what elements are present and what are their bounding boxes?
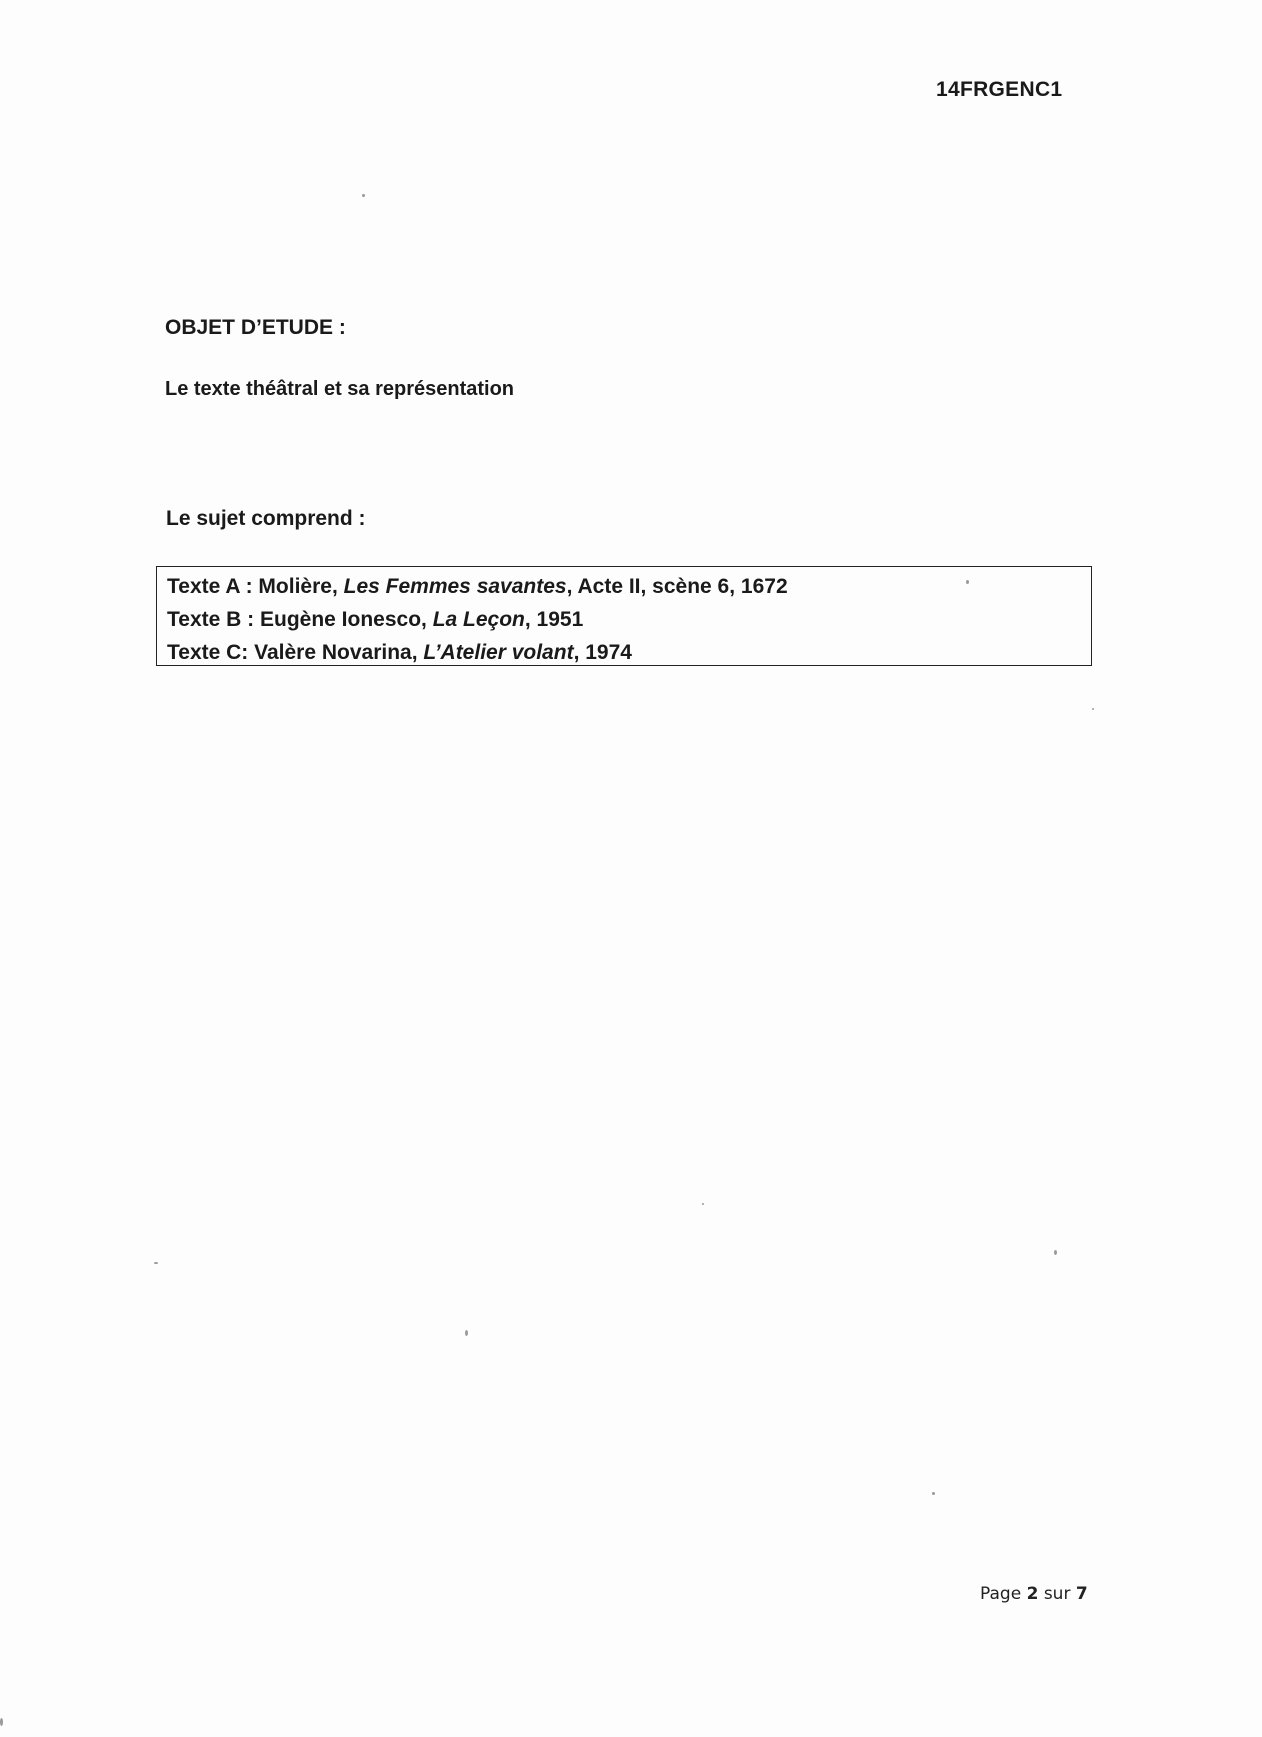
- page-word: Page: [980, 1584, 1022, 1604]
- text-author: Valère Novarina,: [254, 641, 418, 664]
- text-item-b: [167, 603, 1081, 636]
- scan-speck: [1054, 1250, 1057, 1255]
- text-details: , 1974: [573, 641, 632, 664]
- scan-speck: [0, 1718, 3, 1726]
- text-title: L’Atelier volant: [423, 641, 574, 664]
- page-sep: sur: [1043, 1584, 1071, 1604]
- scan-speck: [465, 1330, 468, 1336]
- text-label: Texte C:: [167, 641, 249, 664]
- page-current: 2: [1026, 1584, 1039, 1604]
- text-label: Texte A :: [167, 575, 253, 598]
- document-code: 14FRGENC1: [936, 78, 1063, 101]
- texts-list-box: [156, 566, 1092, 666]
- text-details: , 1951: [524, 608, 584, 631]
- scan-speck: [1092, 708, 1094, 710]
- subject-heading: Le sujet comprend :: [166, 507, 366, 530]
- objet-etude-title: OBJET D’ETUDE :: [165, 316, 346, 339]
- text-author: Eugène Ionesco,: [259, 608, 427, 631]
- scan-speck: [966, 580, 969, 584]
- text-label: Texte B :: [167, 608, 255, 631]
- text-title: Les Femmes savantes: [343, 575, 567, 598]
- page-total: 7: [1075, 1584, 1088, 1604]
- scan-speck: [702, 1203, 704, 1205]
- text-author: Molière,: [258, 575, 338, 598]
- page-number: [980, 1584, 1088, 1604]
- scan-speck: [932, 1492, 935, 1495]
- text-title: La Leçon: [432, 608, 525, 631]
- text-item-a: [167, 570, 1081, 603]
- scan-speck: [154, 1262, 158, 1264]
- objet-etude-subtitle: Le texte théâtral et sa représentation: [165, 378, 515, 400]
- scan-speck: [362, 194, 365, 197]
- text-item-c: [167, 636, 1081, 669]
- text-details: , Acte II, scène 6, 1672: [566, 575, 788, 598]
